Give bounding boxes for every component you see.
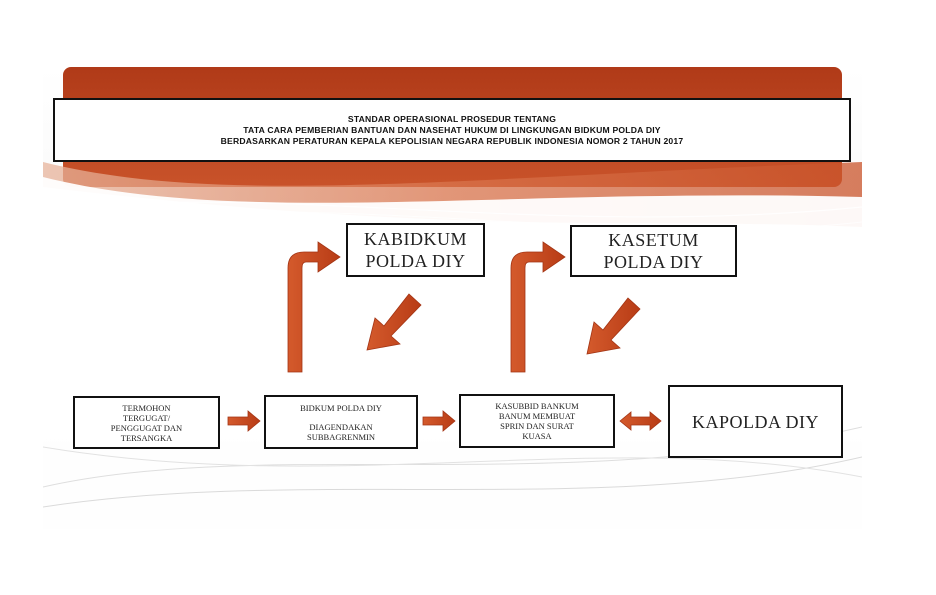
node-kapolda — [668, 385, 843, 458]
bidkum-line-3: SUBBAGRENMIN — [306, 431, 375, 442]
kapolda-label: KAPOLDA DIY — [692, 411, 819, 432]
bidkum-line-1: BIDKUM POLDA DIY — [300, 402, 382, 413]
node-kabidkum — [346, 223, 485, 277]
kasubbid-line-4: KUASA — [522, 431, 552, 441]
termohon-line-4: TERSANGKA — [120, 432, 173, 443]
title-line-2: TATA CARA PEMBERIAN BANTUAN DAN NASEHAT HUKUM DI LINGKUNGAN BIDKUM POLDA DIY — [243, 124, 661, 135]
kasetum-line-2: POLDA DIY — [603, 252, 704, 272]
node-kasubbid — [459, 394, 615, 448]
node-termohon — [73, 396, 220, 449]
node-kasetum — [570, 225, 737, 277]
kasetum-line-1: KASETUM — [608, 230, 699, 250]
kasubbid-line-3: SPRIN DAN SURAT — [500, 421, 574, 431]
node-bidkum — [264, 395, 418, 449]
termohon-line-2: TERGUGAT/ — [122, 412, 171, 423]
title-box — [53, 98, 851, 162]
kabidkum-line-1: KABIDKUM — [364, 229, 467, 249]
title-line-1: STANDAR OPERASIONAL PROSEDUR TENTANG — [347, 113, 557, 124]
bidkum-line-2: DIAGENDAKAN — [309, 421, 373, 432]
termohon-line-3: PENGGUGAT DAN — [110, 422, 183, 433]
title-line-3: BERDASARKAN PERATURAN KEPALA KEPOLISIAN NEGARA REPUBLIK INDONESIA NOMOR 2 TAHUN 2017 — [220, 135, 684, 146]
kasubbid-line-2: BANUM MEMBUAT — [498, 411, 576, 421]
termohon-line-1: TERMOHON — [122, 402, 171, 413]
kasubbid-line-1: KASUBBID BANKUM — [495, 401, 579, 411]
kabidkum-line-2: POLDA DIY — [365, 251, 466, 271]
